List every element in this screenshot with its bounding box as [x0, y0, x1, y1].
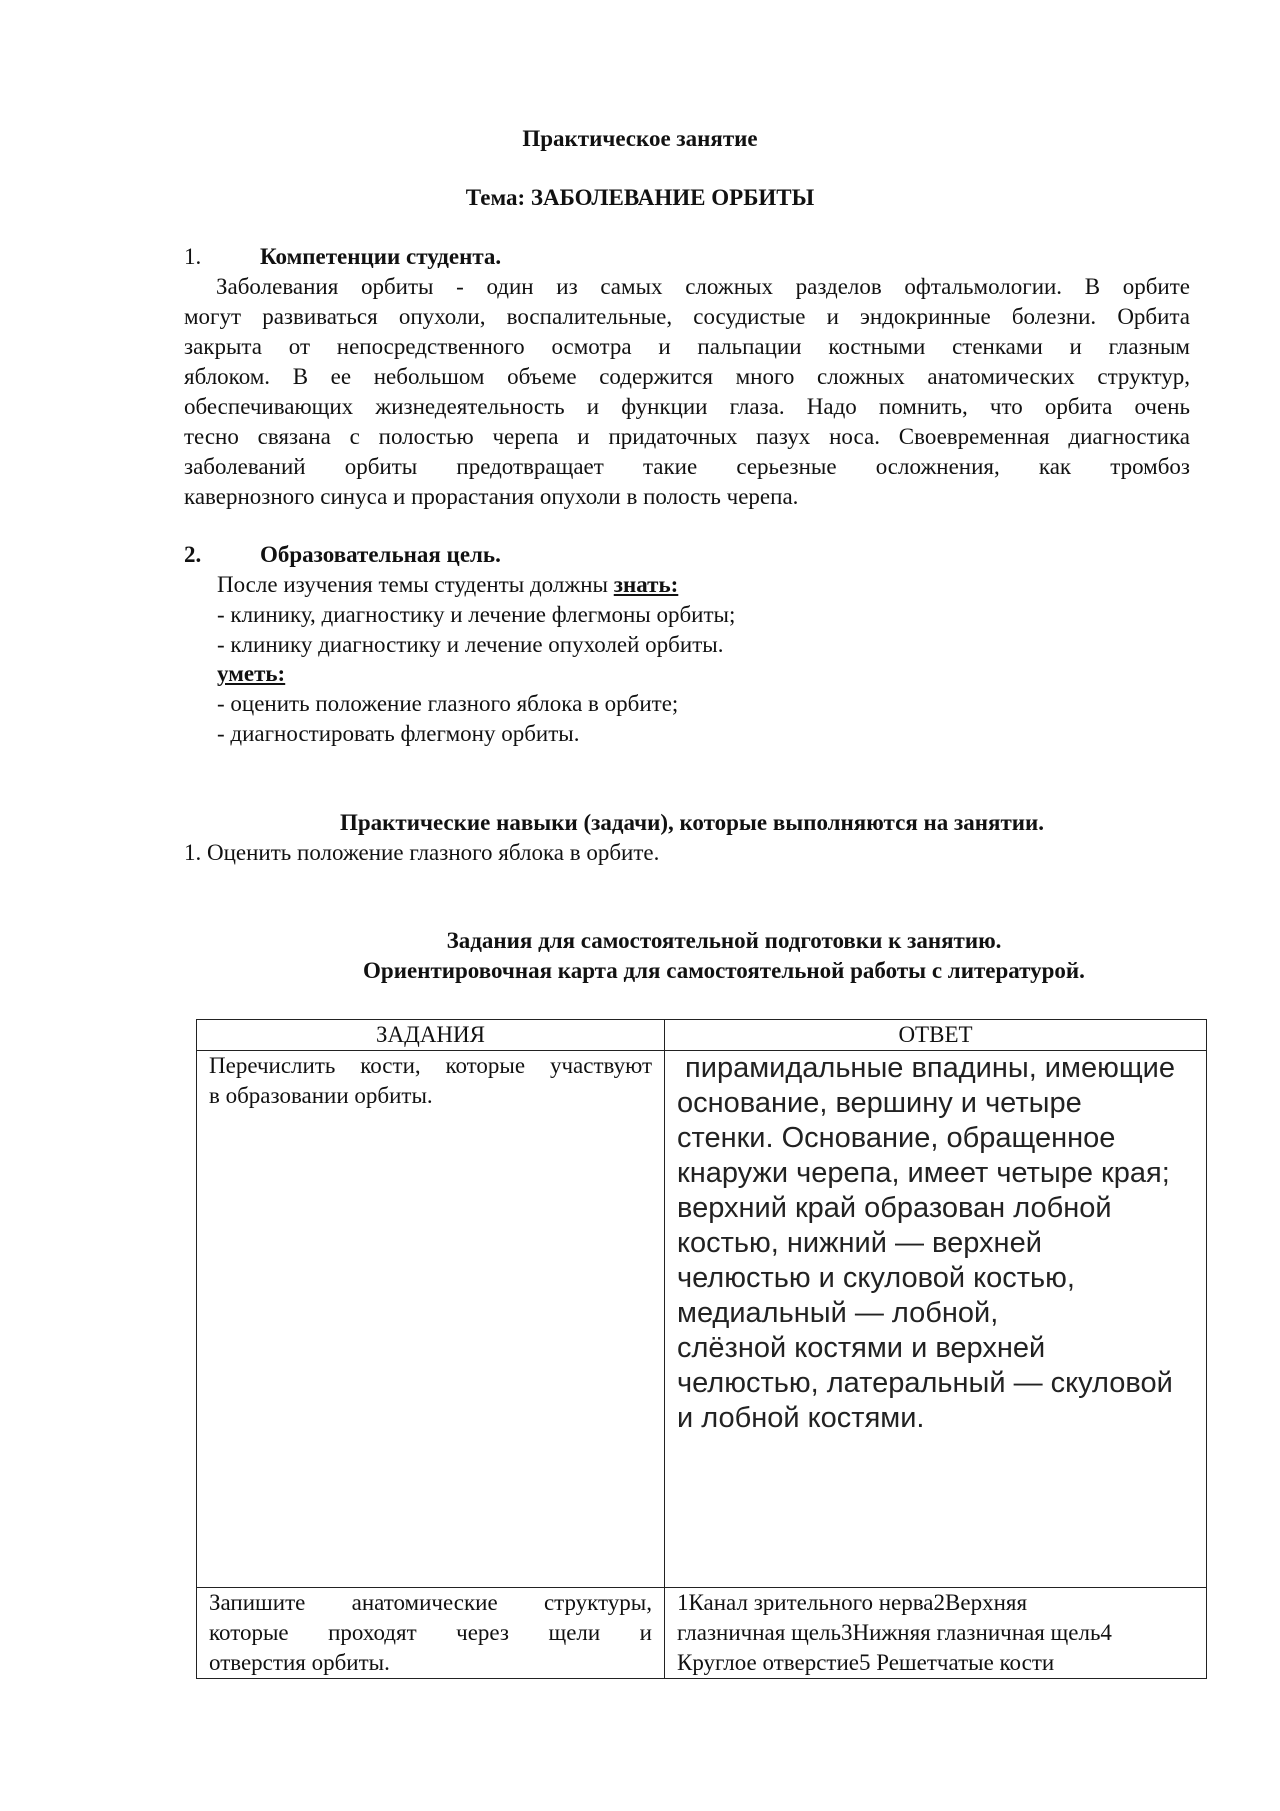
paragraph-line: кавернозного синуса и прорастания опухоли в полость черепа. — [184, 484, 799, 509]
column-header-tasks: ЗАДАНИЯ — [197, 1020, 665, 1051]
paragraph-line: заболеваний орбиты предотвращает такие серьезные осложнения, как тромбоз — [184, 454, 1190, 479]
answer-line: и лобной костями. — [677, 1402, 925, 1434]
paragraph-line: обеспечивающих жизнедеятельность и функции глаза. Надо помнить, что орбита очень — [184, 394, 1190, 419]
paragraph-line: тесно связана с полостью черепа и придаточных пазух носа. Своевременная диагностика — [184, 424, 1190, 449]
document-topic: Тема: ЗАБОЛЕВАНИЕ ОРБИТЫ — [465, 185, 815, 210]
can-item: - оценить положение глазного яблока в орбите; — [217, 691, 679, 716]
paragraph-line: могут развиваться опухоли, воспалительные, сосудистые и эндокринные болезни. Орбита — [184, 304, 1190, 329]
answer-line: слёзной костями и верхней — [677, 1332, 1046, 1364]
section1-paragraph — [184, 272, 1190, 512]
know-item: - клинику, диагностику и лечение флегмоны орбиты; — [217, 602, 736, 627]
task-line: Перечислить кости, которые участвуют — [209, 1053, 652, 1078]
can-item: - диагностировать флегмону орбиты. — [217, 721, 580, 746]
task-line: отверстия орбиты. — [209, 1650, 390, 1675]
answer-line: челюстью и скуловой костью, — [677, 1262, 1075, 1294]
answer-line: кнаружи черепа, имеет четыре края; — [677, 1157, 1170, 1189]
tasks-subtitle: Ориентировочная карта для самостоятельной работы с литературой. — [363, 958, 1085, 983]
answer-line: медиальный — лобной, — [677, 1297, 999, 1329]
can-label: уметь: — [217, 661, 286, 686]
task-line: в образовании орбиты. — [209, 1083, 433, 1108]
answer-cell — [665, 1588, 1207, 1679]
table-row — [197, 1588, 1207, 1679]
paragraph-line: Заболевания орбиты - один из самых сложных разделов офтальмологии. В орбите — [216, 274, 1190, 299]
answer-cell — [665, 1051, 1207, 1588]
task-line: Запишите анатомические структуры, — [209, 1590, 652, 1615]
tasks-table — [196, 1019, 1207, 1679]
intro-text: После изучения темы студенты должны — [217, 572, 614, 597]
answer-line: глазничная щель3Нижняя глазничная щель4 — [677, 1620, 1112, 1645]
column-header-answer: ОТВЕТ — [665, 1020, 1207, 1051]
answer-line: костью, нижний — верхней — [677, 1227, 1042, 1259]
know-item: - клинику диагностику и лечение опухолей орбиты. — [217, 632, 724, 657]
answer-line: Круглое отверстие5 Решетчатые кости — [677, 1650, 1055, 1675]
answer-line: 1Канал зрительного нерва2Верхняя — [677, 1590, 1028, 1615]
skills-title: Практические навыки (задачи), которые выполняются на занятии. — [339, 810, 1044, 835]
task-line: которые проходят через щели и — [209, 1620, 652, 1645]
answer-line: челюстью, латеральный — скуловой — [677, 1367, 1173, 1399]
section2-intro — [217, 570, 678, 600]
task-cell — [197, 1051, 665, 1588]
document-title: Практическое занятие — [522, 126, 758, 151]
know-label: знать: — [613, 572, 679, 597]
section1-title: Компетенции студента. — [260, 244, 502, 269]
answer-line: верхний край образован лобной — [677, 1192, 1112, 1224]
answer-line: стенки. Основание, обращенное — [677, 1122, 1116, 1154]
table-header-row — [197, 1020, 1207, 1051]
answer-line: основание, вершину и четыре — [677, 1087, 1082, 1119]
table-row — [197, 1051, 1207, 1588]
skills-item: 1. Оценить положение глазного яблока в орбите. — [184, 840, 660, 865]
paragraph-line: яблоком. В ее небольшом объеме содержится много сложных анатомических структур, — [184, 364, 1190, 389]
section2-number: 2. — [184, 542, 202, 567]
tasks-title: Задания для самостоятельной подготовки к занятию. — [446, 928, 1002, 953]
section2-title: Образовательная цель. — [260, 542, 501, 567]
section1-number: 1. — [184, 244, 202, 269]
task-cell — [197, 1588, 665, 1679]
answer-line: пирамидальные впадины, имеющие — [677, 1052, 1176, 1084]
paragraph-line: закрыта от непосредственного осмотра и пальпации костными стенками и глазным — [184, 334, 1190, 359]
